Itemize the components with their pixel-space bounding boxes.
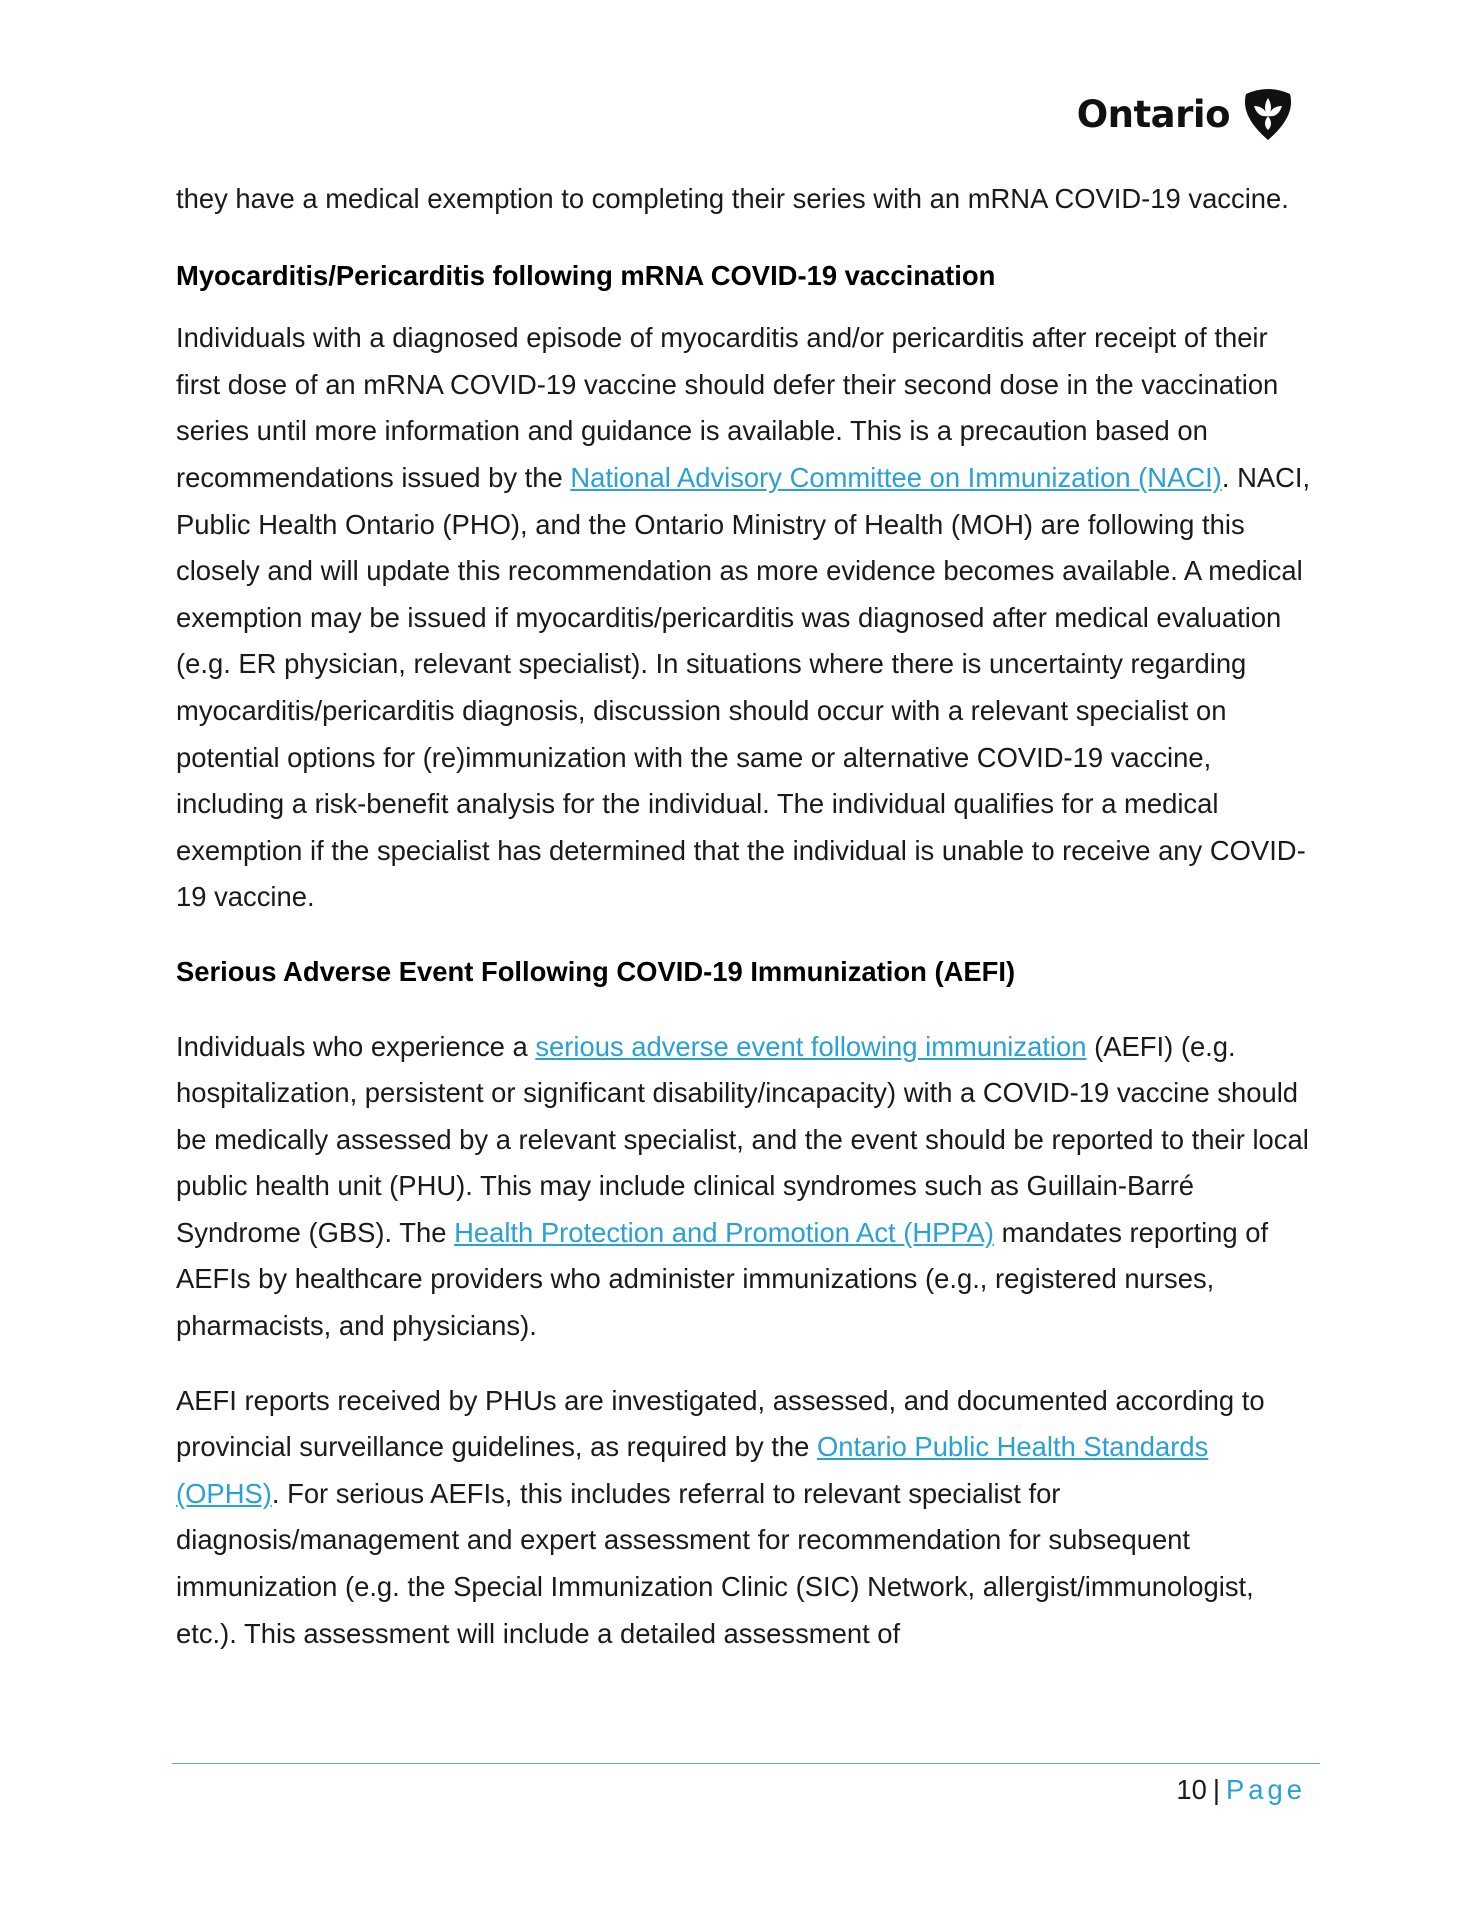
text-segment: (AEFI) (e.g. hospitalization, persistent or significant disability/incapacity) with a COVID-19 vaccine should be medically assessed by a relevant specialist, and the event should be reported to their local public health unit (PHU). This may include clinical syndromes such as Guillain-Barré Syndrome (GBS). The [176,1030,1309,1248]
text-segment: Individuals who experience a [176,1030,536,1062]
page-footer [1176,1770,1306,1810]
ontario-logo [1077,86,1296,142]
paragraph-aefi-reports [176,1378,1316,1658]
page-number: 10 [1176,1774,1207,1805]
paragraph-myocarditis [176,315,1316,921]
naci-link[interactable]: National Advisory Committee on Immunization (NACI) [570,461,1222,493]
heading-aefi: Serious Adverse Event Following COVID-19 Immunization (AEFI) [176,955,1016,987]
hppa-link[interactable]: Health Protection and Promotion Act (HPPA) [454,1216,995,1248]
text-segment: . NACI, Public Health Ontario (PHO), and the Ontario Ministry of Health (MOH) are following this closely and will update this recommendation as more evidence becomes available. A medical exemption may be issued if myocarditis/pericarditis was diagnosed after medical evaluation (e.g. ER physician, relevant specialist). In situations where there is uncertainty regarding myocarditis/pericarditis diagnosis, discussion should occur with a relevant specialist on potential options for (re)immunization with the same or alternative COVID-19 vaccine, including a risk-benefit analysis for the individual. The individual qualifies for a medical exemption if the specialist has determined that the individual is unable to receive any COVID-19 vaccine. [176,461,1311,913]
footer-divider [172,1763,1320,1764]
text-segment: Individuals with a diagnosed episode of myocarditis and/or pericarditis after receipt of their first dose of an mRNA COVID-19 vaccine should defer their second dose in the vaccination series until more information and guidance is available. This is a precaution based on recommendations issued by the [176,322,1279,493]
paragraph-aefi [176,1024,1316,1350]
page-label: Page [1226,1774,1306,1805]
heading-myocarditis: Myocarditis/Pericarditis following mRNA COVID-19 vaccination [176,259,996,291]
logo-wordmark: Ontario [1076,92,1230,136]
text-segment: mandates reporting of AEFIs by healthcare providers who administer immunizations (e.g., registered nurses, pharmacists, and physicians). [176,1216,1269,1342]
text-segment: . For serious AEFIs, this includes referral to relevant specialist for diagnosis/management and expert assessment for recommendation for subsequent immunization (e.g. the Special Immunization Clinic (SIC) Network, allergist/immunologist, etc.). This assessment will include a detailed assessment of [176,1477,1254,1649]
document-body [176,176,1316,1685]
footer-separator: | [1212,1774,1221,1805]
text-segment: AEFI reports received by PHUs are investigated, assessed, and documented according to provincial surveillance guidelines, as required by the [176,1384,1265,1463]
ontario-trillium-icon [1240,86,1296,142]
aefi-link[interactable]: serious adverse event following immunization [535,1030,1087,1062]
ophs-link[interactable]: Ontario Public Health Standards (OPHS) [176,1431,1209,1509]
paragraph-continuation: they have a medical exemption to completing their series with an mRNA COVID-19 vaccine. [176,183,1289,214]
